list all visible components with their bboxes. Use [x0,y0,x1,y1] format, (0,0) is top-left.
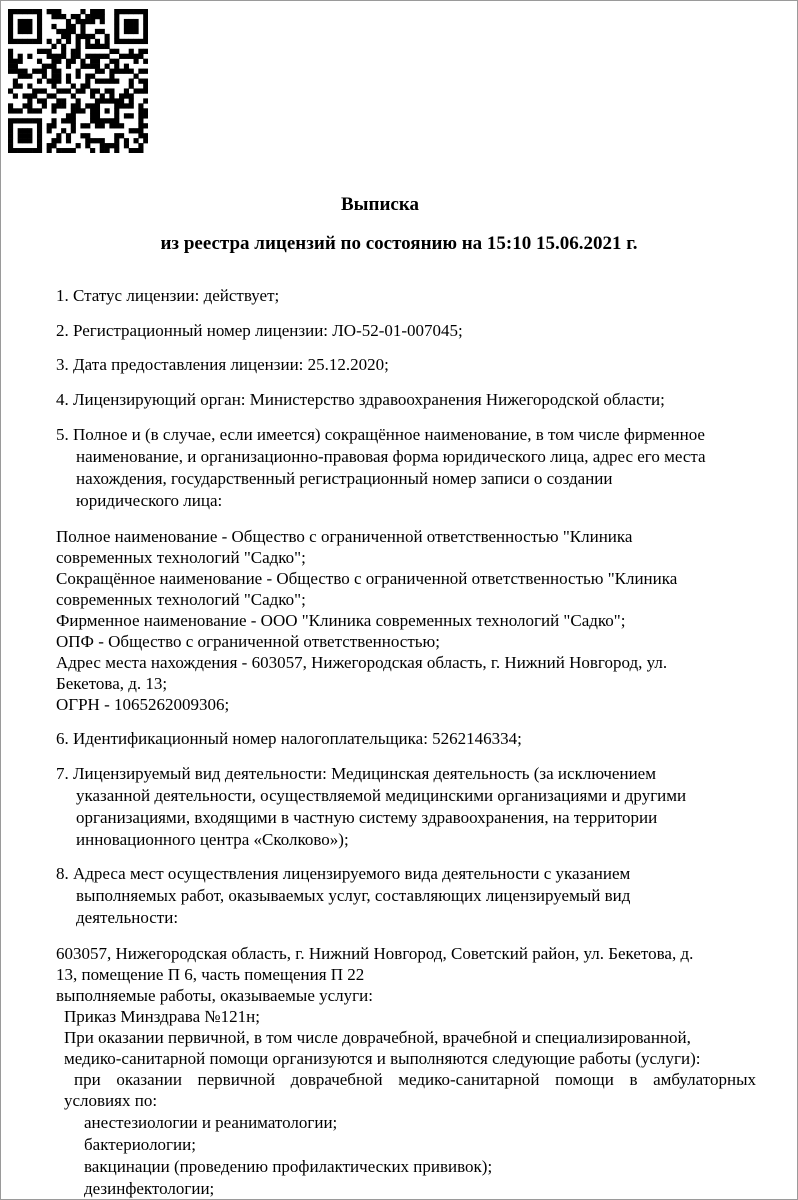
activity-address-line: 13, помещение П 6, часть помещения П 22 [56,965,365,984]
item-8-line: 8. Адреса мест осуществления лицензируемого вида деятельности с указанием [56,864,631,883]
organization-line: ОГРН - 1065262009306; [56,695,230,714]
item-registration-number: 2. Регистрационный номер лицензии: ЛО-52-01-007045; [56,321,463,340]
organization-line: современных технологий "Садко"; [56,548,306,567]
organization-line: Бекетова, д. 13; [56,674,168,693]
item-licensing-authority: 4. Лицензирующий орган: Министерство здравоохранения Нижегородской области; [56,390,665,409]
organization-line: Фирменное наименование - ООО "Клиника современных технологий "Садко"; [56,611,626,630]
item-8-line: выполняемых работ, оказываемых услуг, составляющих лицензируемый вид [76,886,631,905]
item-5-line: наименование, и организационно-правовая форма юридического лица, адрес его места [76,447,706,466]
order-reference: Приказ Минздрава №121н; [64,1007,260,1026]
care-conditions-line: условиях по: [64,1091,158,1110]
item-8-line: деятельности: [76,908,179,927]
item-5-line: юридического лица: [76,491,223,510]
organization-line: Полное наименование - Общество с ограниченной ответственностью "Клиника [56,527,633,546]
item-issue-date: 3. Дата предоставления лицензии: 25.12.2020; [56,355,389,374]
document-subtitle: из реестра лицензий по состоянию на 15:10 15.06.2021 г. [160,233,638,254]
organization-line: Адрес места нахождения - 603057, Нижегородская область, г. Нижний Новгород, ул. [56,653,668,672]
works-label: выполняемые работы, оказываемые услуги: [56,986,373,1005]
works-intro-line: медико-санитарной помощи организуются и выполняются следующие работы (услуги): [64,1049,701,1068]
organization-line: ОПФ - Общество с ограниченной ответственностью; [56,632,440,651]
item-5-line: 5. Полное и (в случае, если имеется) сокращённое наименование, в том числе фирменное [56,425,705,444]
item-5-line: нахождения, государственный регистрационный номер записи о создании [76,469,613,488]
care-conditions-line: при оказании первичной доврачебной медико-санитарной помощи в амбулаторных [74,1070,756,1089]
service-item: анестезиологии и реаниматологии; [84,1113,338,1132]
item-7-line: 7. Лицензируемый вид деятельности: Медицинская деятельность (за исключением [56,764,656,783]
service-item: дезинфектологии; [84,1179,215,1198]
item-7-line: инновационного центра «Сколково»); [76,830,349,849]
item-inn: 6. Идентификационный номер налогоплательщика: 5262146334; [56,729,522,748]
qr-code [8,9,148,153]
item-7-line: указанной деятельности, осуществляемой медицинскими организациями и другими [76,786,687,805]
service-item: вакцинации (проведению профилактических прививок); [84,1157,493,1176]
organization-line: современных технологий "Садко"; [56,590,306,609]
service-item: бактериологии; [84,1135,196,1154]
activity-address-line: 603057, Нижегородская область, г. Нижний Новгород, Советский район, ул. Бекетова, д. [56,944,694,963]
item-7-line: организациями, входящими в частную систему здравоохранения, на территории [76,808,658,827]
works-intro-line: При оказании первичной, в том числе доврачебной, врачебной и специализированной, [64,1028,691,1047]
document-title: Выписка [341,194,419,215]
item-license-status: 1. Статус лицензии: действует; [56,286,280,305]
organization-line: Сокращённое наименование - Общество с ограниченной ответственностью "Клиника [56,569,678,588]
